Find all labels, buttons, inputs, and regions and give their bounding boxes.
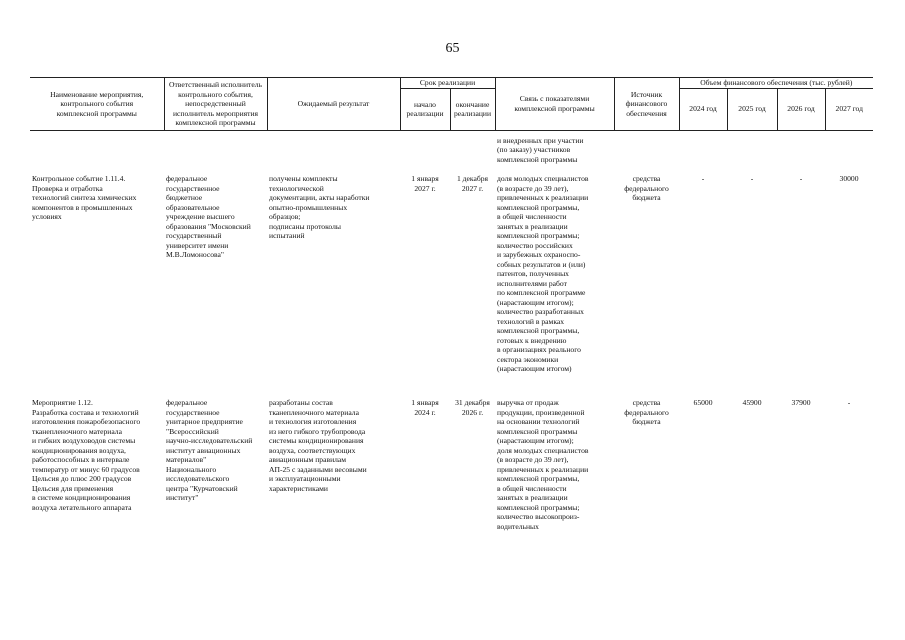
header-year-2026: 2026 год [777, 88, 825, 130]
text-line: привлеченных к реализации [497, 193, 589, 202]
text-line: готовых к внедрению [497, 335, 567, 345]
text-line: тканепленочного материала [269, 407, 359, 417]
text-line: институт" [166, 493, 199, 502]
text-line: кондиционирования воздуха, [32, 445, 126, 455]
text-line: занятых в реализации [497, 221, 568, 231]
text-line: Мероприятие 1.12. [32, 398, 93, 407]
text-line: и гибких воздуховодов системы [32, 436, 136, 445]
text-line: учреждение высшего [166, 212, 235, 221]
text-line: (нарастающим итогом) [497, 364, 572, 373]
text-line: 31 декабря [455, 398, 490, 407]
text-line: патентов, полученных [497, 269, 569, 278]
text-line: комплексной программы [497, 154, 578, 164]
text-line: Ответственный исполнитель [169, 80, 262, 89]
text-line: сектора экономики [497, 354, 559, 364]
row-value-2026: 37900 [791, 398, 811, 407]
text-line: университет имени [166, 240, 229, 250]
text-line: АП-25 с заданными весовыми [269, 464, 367, 474]
header-result: Ожидаемый результат [267, 78, 400, 131]
text-line: исполнитель мероприятия [172, 108, 258, 118]
text-line: (нарастающим итогом); [497, 297, 574, 307]
text-line: компонентов в промышленных [32, 202, 133, 212]
text-line: занятых в реализации [497, 493, 568, 502]
header-year-2027: 2027 год [825, 88, 873, 130]
row-source [614, 398, 679, 531]
text-line: федерального [624, 183, 669, 193]
text-line: воздуха, соответствующих [269, 445, 356, 455]
text-line: технологий в рамках [497, 316, 565, 326]
text-line: (нарастающим итогом); [497, 436, 574, 445]
text-line: институт авиационных [166, 445, 241, 455]
program-table [30, 77, 873, 531]
text-line: по комплексной программе [497, 288, 586, 297]
header-year-2025: 2025 год [727, 88, 777, 130]
text-line: средства [632, 398, 661, 407]
page-number: 65 [445, 41, 460, 56]
text-line: изготовления пожаробезопасного [32, 417, 141, 426]
text-line: научно-исследовательский [166, 436, 253, 445]
text-line: реализации [453, 109, 492, 118]
text-line: государственный [166, 231, 222, 240]
text-line: температур от минус 60 градусов [32, 464, 140, 474]
row-end [450, 398, 495, 531]
text-line: на основании технологий [497, 417, 580, 426]
header-year-2024: 2024 год [679, 88, 727, 130]
row-value-2026: - [799, 174, 803, 183]
text-line: доля молодых специалистов [497, 174, 589, 183]
text-line: М.В.Ломоносова" [166, 250, 225, 259]
text-line: (в возрасте до 39 лет), [497, 183, 569, 193]
row-value-2025: - [750, 174, 754, 183]
row-start [400, 172, 450, 398]
text-line: авиационным правилам [269, 455, 347, 464]
text-line: водительных [497, 521, 539, 531]
row-value-2024: 65000 [693, 398, 713, 407]
row-indicators [495, 172, 614, 398]
text-line: государственное [166, 407, 220, 417]
row-executor [164, 172, 267, 398]
text-line: привлеченных к реализации [497, 464, 589, 474]
text-line: подписаны протоколы [269, 221, 341, 231]
text-line: документации, акты наработки [269, 193, 370, 202]
text-line: количество разработанных [497, 307, 584, 316]
row-result [267, 398, 400, 531]
text-line: получены комплекты [269, 174, 338, 183]
text-line: условиях [32, 212, 62, 221]
text-line: образцов; [269, 212, 301, 221]
text-line: Связь с показателями [519, 94, 590, 104]
text-line: системы кондиционирования [269, 436, 364, 445]
text-line: государственное [166, 183, 220, 193]
text-line: комплексной программы [175, 118, 256, 127]
text-line: федерального [624, 407, 669, 417]
row-value-2027: 30000 [839, 174, 859, 183]
text-line: Разработка состава и технологий [32, 407, 139, 417]
row-result [267, 172, 400, 398]
text-line: Наименование мероприятия, [50, 89, 144, 99]
text-line: разработаны состав [269, 398, 333, 407]
header-end [450, 88, 495, 130]
text-line: доля молодых специалистов [497, 445, 589, 455]
text-line: Национального [166, 464, 217, 474]
text-line: в системе кондиционирования [32, 493, 131, 502]
row-start [400, 398, 450, 531]
header-source [614, 78, 679, 131]
text-line: 2027 г. [461, 183, 484, 193]
row-indicators [495, 398, 614, 531]
text-line: комплексной программы, [497, 326, 580, 335]
text-line: комплексной программы; [497, 502, 580, 512]
text-line: комплексной программы [497, 426, 578, 436]
text-line: и эксплуатационными [269, 474, 341, 483]
text-line: воздуха летательного аппарата [32, 502, 132, 512]
text-line: характеристиками [269, 483, 328, 493]
text-line: технологической [269, 183, 324, 193]
text-line: и внедренных при участии [497, 135, 584, 145]
text-line: Цельсия для применения [32, 483, 114, 493]
text-line: собных результатов и (или) [497, 259, 586, 269]
text-line: 1 декабря [456, 174, 489, 183]
header-start [400, 88, 450, 130]
row-end [450, 172, 495, 398]
text-line: федеральное [166, 174, 208, 183]
text-line: образовательное [166, 202, 220, 212]
text-line: унитарное предприятие [166, 417, 243, 426]
text-line: комплексной программы [514, 103, 595, 113]
text-line: Цельсия до плюс 200 градусов [32, 474, 132, 483]
text-line: в организациях реального [497, 345, 581, 354]
text-line: работоспособных в интервале [32, 455, 130, 464]
header-finance-group: Объем финансового обеспечения (тыс. рублей) [679, 78, 873, 89]
continuation-row [30, 130, 873, 164]
table-row [30, 398, 873, 531]
row-name [30, 398, 164, 531]
text-line: исследовательского [166, 474, 230, 483]
text-line: бюджета [632, 417, 661, 426]
text-line: Контрольное событие 1.11.4. [32, 174, 126, 183]
text-line: бюджетное [166, 193, 203, 202]
text-line: комплексной программы; [497, 231, 580, 240]
header-executor [164, 78, 267, 131]
row-value-2027: - [847, 398, 851, 407]
text-line: и зарубежных охраноспо- [497, 250, 581, 259]
table-row [30, 172, 873, 398]
text-line: в общей численности [497, 483, 567, 493]
text-line: опытно-промышленных [269, 202, 348, 212]
row-name [30, 172, 164, 398]
text-line: 2024 г. [414, 407, 436, 417]
header-name [30, 78, 164, 131]
text-line: выручка от продаж [497, 398, 559, 407]
text-line: "Всероссийский [166, 426, 219, 436]
text-line: 1 января [411, 398, 439, 407]
text-line: контрольного события [60, 99, 134, 108]
text-line: комплексной программы, [497, 474, 580, 483]
text-line: комплексной программы [56, 108, 137, 118]
text-line: окончание [455, 99, 490, 109]
text-line: (по заказу) участников [497, 145, 571, 154]
text-line: комплексной программы, [497, 202, 580, 212]
text-line: реализации [406, 109, 444, 118]
text-line: Источник [630, 89, 663, 99]
header-indicators [495, 78, 614, 131]
text-line: бюджета [632, 193, 661, 202]
text-line: продукции, произведенной [497, 407, 585, 417]
text-line: тканепленочного материала [32, 426, 122, 436]
text-line: образования "Московский [166, 221, 251, 231]
row-value-2025: 45900 [742, 398, 762, 407]
text-line: финансового [625, 99, 668, 108]
text-line: 2026 г. [461, 407, 484, 417]
text-line: в общей численности [497, 212, 567, 221]
row-executor [164, 398, 267, 531]
text-line: центра "Курчатовский [166, 483, 238, 493]
row-source [614, 172, 679, 398]
text-line: и технология изготовления [269, 417, 357, 426]
text-line: средства [632, 174, 661, 183]
continuation-indicators [495, 130, 614, 164]
text-line: 1 января [411, 174, 439, 183]
text-line: Проверка и отработка [32, 183, 103, 193]
row-value-2024: - [701, 174, 705, 183]
text-line: технологий синтеза химических [32, 193, 137, 202]
text-line: количество российских [497, 240, 573, 250]
text-line: обеспечения [626, 108, 667, 118]
text-line: федеральное [166, 398, 208, 407]
text-line: испытаний [269, 231, 305, 240]
header-period-group: Срок реализации [400, 78, 495, 89]
text-line: 2027 г. [414, 183, 436, 193]
text-line: исполнителями работ [497, 278, 567, 288]
text-line: из него гибкого трубопровода [269, 426, 366, 436]
text-line: материалов" [166, 455, 207, 464]
text-line: непосредственный [185, 99, 246, 108]
text-line: контрольного события, [178, 89, 253, 99]
text-line: начало [414, 99, 436, 109]
text-line: (в возрасте до 39 лет), [497, 455, 569, 464]
text-line: количество высокопроиз- [497, 512, 580, 521]
